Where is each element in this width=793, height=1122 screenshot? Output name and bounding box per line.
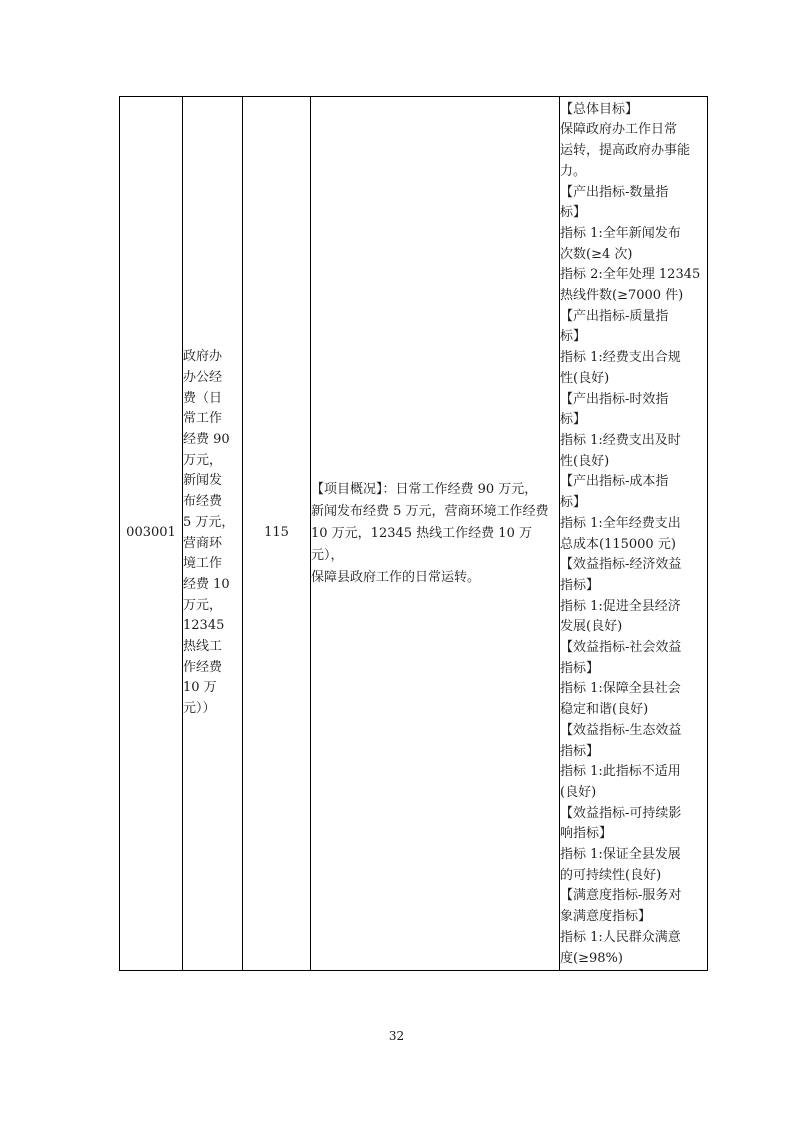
- amount-cell: [243, 97, 311, 971]
- project-name: 政府办 办公经 费（日 常工作 经费 90 万元， 新闻发 布经费 5 万元， 营商环 境工作 经费 10 万元， 12345 热线工 作经费 10 万 元））: [183, 349, 235, 717]
- performance-targets-cell: [560, 97, 708, 971]
- summary-cell: [311, 97, 560, 971]
- budget-table: [119, 96, 708, 971]
- page-number: 32: [388, 1029, 405, 1043]
- project-code: 003001: [126, 525, 176, 541]
- performance-targets: 【总体目标】 保障政府办工作日常 运转，提高政府办事能 力。 【产出指标-数量指 标】 指标 1:全年新闻发布 次数(≥4 次) 指标 2:全年处理 12345 热线件数(≥7000 件) 【产出指标-质量指 标】 指标 1:经费支出合规 性(良好) 【产出指标-时效指 标】 指标 1:经费支出及时 性(良好) 【产出指标-成本指 标】 指标 1:全年经费支出 总成本(115000 元) 【效益指标-经济效益 指标】 指标 1:促进全县经济 发展(良好) 【效益指标-社会效益 指标】 指标 1:保障全县社会 稳定和谐(良好) 【效益指标-生态效益 指标】 指标 1:此指标不适用 (良好) 【效益指标-可持续影 响指标】 指标 1:保证全县发展 的可持续性(良好) 【满意度指标-服务对 象满意度指标】 指标 1:人民群众满意 度(≥98%): [560, 101, 701, 966]
- amount-value: 115: [264, 525, 289, 541]
- project-summary: 【项目概况】：日常工作经费 90 万元， 新闻发布经费 5 万元，营商环境工作经费 10 万元，12345 热线工作经费 10 万元）， 保障县政府工作的日常运转。: [311, 481, 549, 585]
- table-row: [120, 97, 708, 971]
- project-code-cell: [120, 97, 183, 971]
- project-name-cell: [183, 97, 243, 971]
